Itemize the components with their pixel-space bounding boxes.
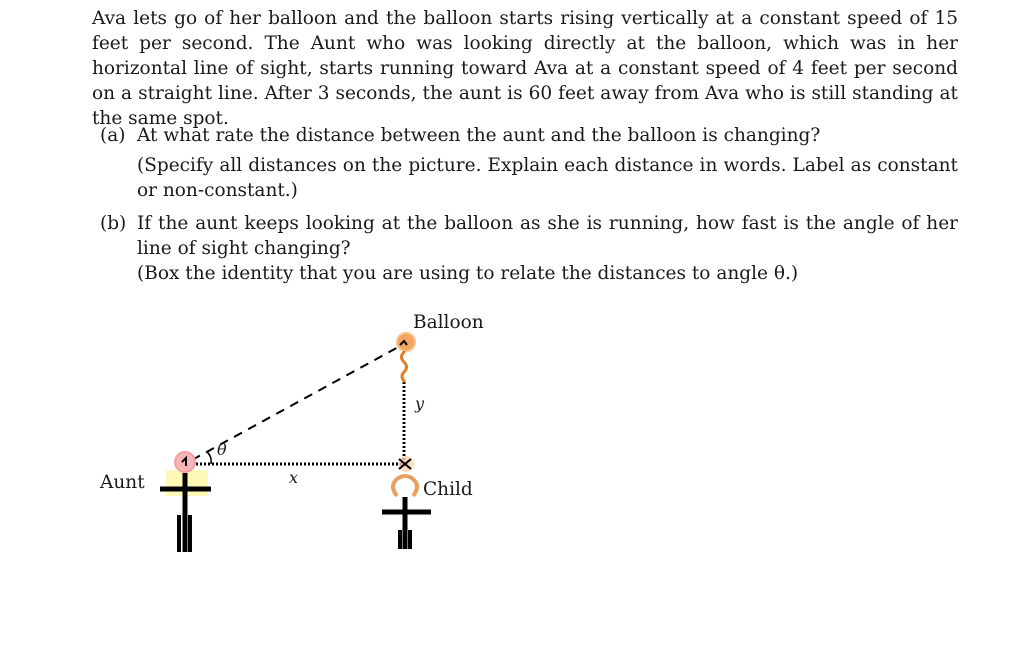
child-label: Child — [423, 479, 473, 500]
aunt-label: Aunt — [100, 472, 145, 493]
part-a — [100, 123, 958, 203]
problem-figure — [0, 300, 1012, 570]
part-a-label: (a) — [100, 125, 126, 146]
figure-drawing — [0, 300, 1012, 570]
theta-label: θ — [217, 440, 227, 459]
angle-arc — [207, 452, 211, 464]
x-label: x — [289, 468, 299, 487]
balloon-icon — [397, 333, 415, 381]
child-position-marker — [398, 456, 414, 472]
part-b-label: (b) — [100, 213, 127, 234]
y-label: y — [415, 394, 425, 413]
part-a-question: At what rate the distance between the aunt and the balloon is changing? — [137, 125, 821, 146]
part-b — [100, 211, 958, 286]
balloon-label: Balloon — [413, 312, 484, 333]
part-a-note: (Specify all distances on the picture. Explain each distance in words. Label as constant or non-constant.) — [137, 155, 958, 201]
part-b-note: (Box the identity that you are using to relate the distances to angle θ.) — [137, 263, 799, 284]
part-b-question: If the aunt keeps looking at the balloon as she is running, how fast is the angle of her line of sight changing? — [137, 213, 958, 259]
aunt-figure-icon — [160, 452, 211, 552]
problem-intro: Ava lets go of her balloon and the balloon starts rising vertically at a constant speed of 15 feet per second. The Aunt who was looking directly at the balloon, which was in her horizontal line of sight, starts running toward Ava at a constant speed of 4 feet per second on a straight line. After 3 seconds, the aunt is 60 feet away from Ava who is still standing at the same spot. — [92, 8, 958, 129]
